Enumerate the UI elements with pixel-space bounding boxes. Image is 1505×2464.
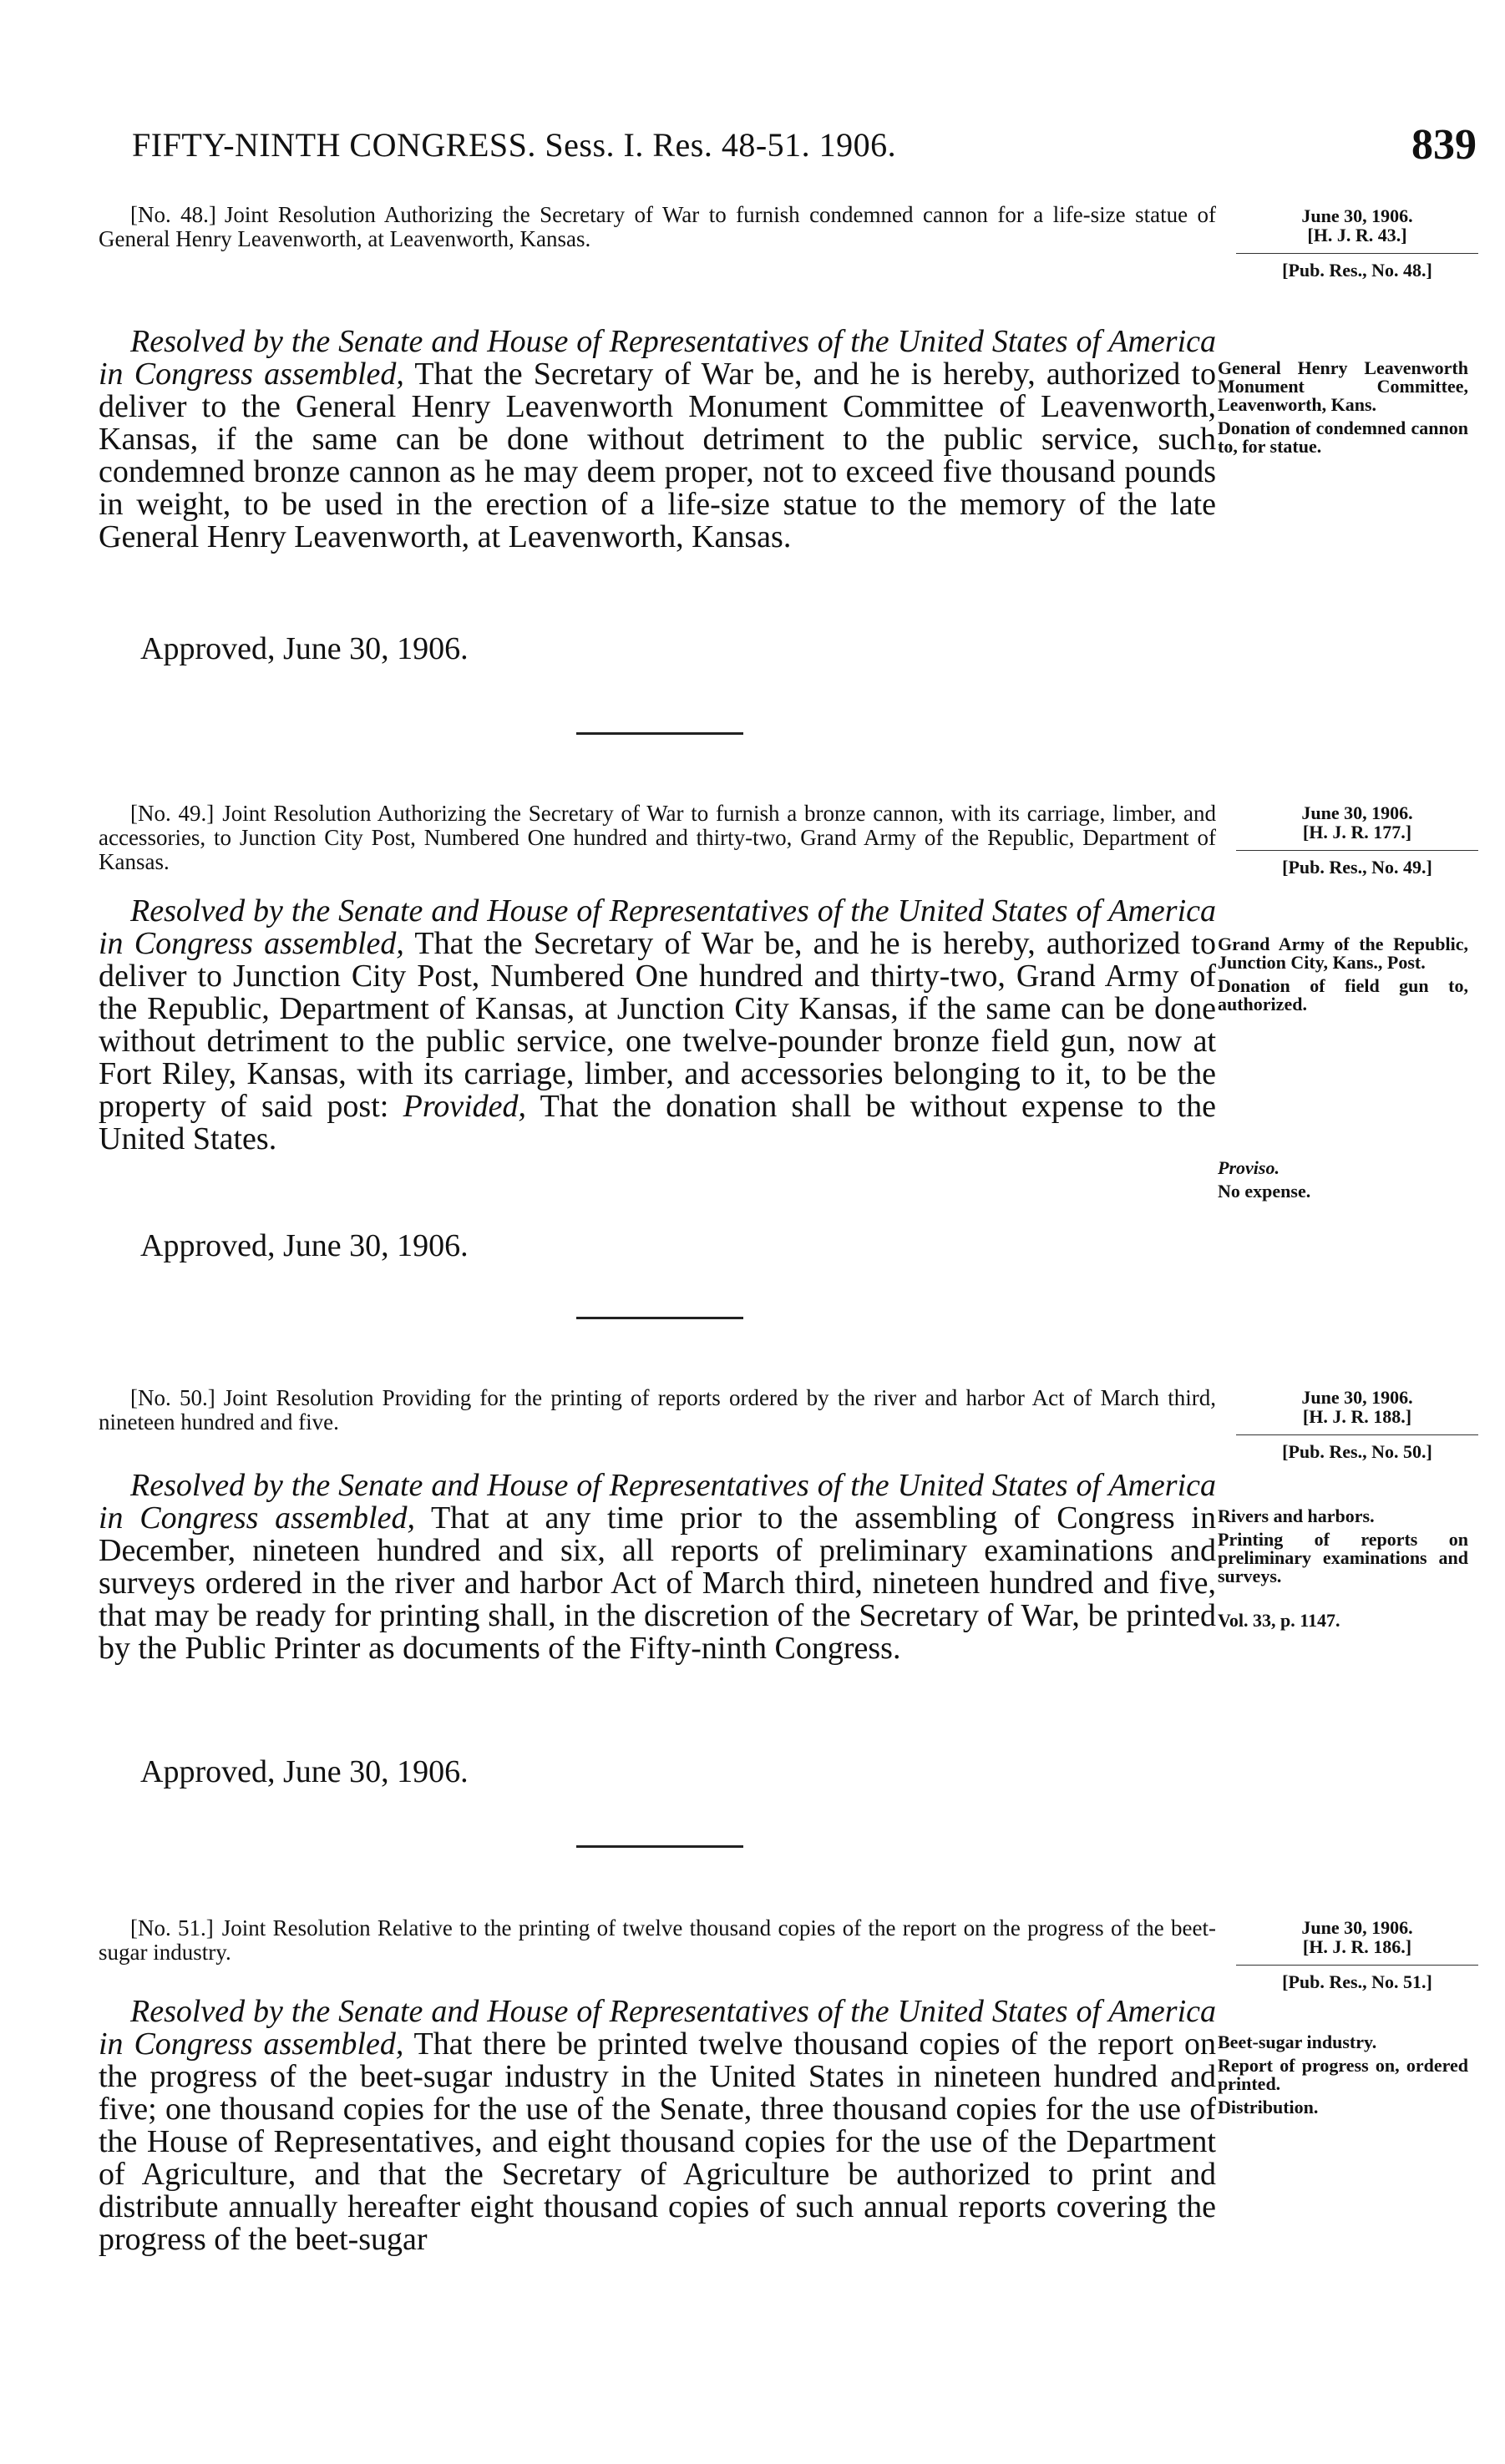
approval-date: June 30, 1906. bbox=[1301, 1917, 1413, 1938]
public-resolution-number: [Pub. Res., No. 49.] bbox=[1236, 850, 1478, 877]
public-resolution-number: [Pub. Res., No. 50.] bbox=[1236, 1434, 1478, 1461]
house-joint-resolution: [H. J. R. 186.] bbox=[1302, 1936, 1412, 1957]
resolution-body bbox=[99, 1996, 1216, 2256]
side-note: Vol. 33, p. 1147. bbox=[1218, 1610, 1340, 1631]
public-resolution-number: [Pub. Res., No. 51.] bbox=[1236, 1965, 1478, 1991]
resolution-text: That the Secretary of War be, and he is hereby, authorized to deliver to the General Henry Leavenworth Monument Committee of Leavenworth, Kansas, if the same can be done without detriment to the public service, such condemned bronze cannon as he may deem proper, not to exceed five thousand pounds in weight, to be used in the erection of a life-size statue to the memory of the late General Henry Leavenworth, at Leavenworth, Kansas. bbox=[99, 357, 1216, 554]
approval-date: June 30, 1906. bbox=[1301, 802, 1413, 823]
resolution-text: That the Secretary of War be, and he is hereby, authorized to deliver to Junction City Post, Numbered One hundred and thirty-two, Grand Army of the Republic, Department of Kansas, at Junction City Kansas, if the same can be done without detriment to the public service, one twelve-pounder bronze field gun, now at Fort Riley, Kansas, with its carriage, limber, and accessories belonging to it, to be the property of said post: bbox=[99, 926, 1216, 1124]
house-joint-resolution: [H. J. R. 177.] bbox=[1302, 822, 1412, 842]
section-divider bbox=[576, 732, 743, 735]
side-note: Donation of condemned cannon to, for statue. bbox=[1218, 417, 1468, 457]
side-note: Rivers and harbors. bbox=[1218, 1505, 1375, 1526]
resolution-number: [No. 50.] bbox=[130, 1385, 215, 1410]
section-divider bbox=[576, 1317, 743, 1319]
running-head: FIFTY-NINTH CONGRESS. Sess. I. Res. 48-51. 1906. bbox=[132, 126, 897, 164]
page-header bbox=[132, 121, 1477, 175]
side-note: Report of progress on, ordered printed. bbox=[1218, 2055, 1468, 2094]
house-joint-resolution: [H. J. R. 188.] bbox=[1302, 1406, 1412, 1427]
resolution-number: [No. 51.] bbox=[130, 1915, 214, 1940]
approval-line: Approved, June 30, 1906. bbox=[140, 631, 469, 666]
proviso: Provided, bbox=[403, 1089, 527, 1124]
side-notes-lower bbox=[1218, 1159, 1468, 1206]
resolution-text: That there be printed twelve thousand copies of the report on the progress of the beet-sugar industry in the United States in nineteen hundred and five; one thousand copies for the use of the Senate, three thousand copies for the use of the House of Representatives, and eight thousand copies for the use of the Department of Agriculture, and that the Secretary of Agriculture be authorized to print and distribute annually hereafter eight thousand copies of such annual reports covering the progress of the beet-sugar bbox=[99, 2026, 1216, 2257]
resolution-caption bbox=[99, 1386, 1216, 1434]
enacting-clause: Resolved by the Senate and House of Representatives of the United States of America in Congress assembled, bbox=[99, 893, 1216, 961]
citation-block bbox=[1236, 1918, 1478, 1991]
side-note: Donation of field gun to, authorized. bbox=[1218, 975, 1468, 1014]
resolution-caption bbox=[99, 203, 1216, 251]
proviso-text: That the donation shall be without expense to the United States. bbox=[99, 1089, 1216, 1156]
citation-block bbox=[1236, 803, 1478, 877]
approval-line: Approved, June 30, 1906. bbox=[140, 1228, 469, 1263]
side-note: Grand Army of the Republic, Junction City, Kans., Post. bbox=[1218, 933, 1468, 973]
side-notes bbox=[1218, 2033, 1468, 2122]
resolution-body bbox=[99, 326, 1216, 554]
resolution-number: [No. 48.] bbox=[130, 202, 216, 227]
citation-block bbox=[1236, 206, 1478, 280]
resolution-caption bbox=[99, 1916, 1216, 1965]
caption-text: Joint Resolution Authorizing the Secretary of War to furnish condemned cannon for a life-size statue of General Henry Leavenworth, at Leavenworth, Kansas. bbox=[99, 202, 1216, 251]
caption-text: Joint Resolution Relative to the printing of twelve thousand copies of the report on the progress of the beet-sugar industry. bbox=[99, 1915, 1216, 1965]
side-note: Distribution. bbox=[1218, 2097, 1319, 2117]
resolution-body bbox=[99, 1470, 1216, 1665]
side-note: Printing of reports on preliminary examinations and surveys. bbox=[1218, 1529, 1468, 1586]
resolution-number: [No. 49.] bbox=[130, 801, 215, 826]
side-notes bbox=[1218, 1507, 1468, 1591]
page-number: 839 bbox=[1411, 121, 1477, 169]
caption-text: Joint Resolution Authorizing the Secretary of War to furnish a bronze cannon, with its carriage, limber, and accessories, to Junction City Post, Numbered One hundred and thirty-two, Grand Army of the Republic, Department of Kansas. bbox=[99, 801, 1216, 874]
resolution-body bbox=[99, 895, 1216, 1156]
side-note: Proviso. bbox=[1218, 1157, 1280, 1178]
side-note: General Henry Leavenworth Monument Committee, Leavenworth, Kans. bbox=[1218, 357, 1468, 415]
resolution-caption bbox=[99, 802, 1216, 874]
caption-text: Joint Resolution Providing for the printing of reports ordered by the river and harbor Act of March third, nineteen hundred and five. bbox=[99, 1385, 1217, 1434]
resolution-text: That at any time prior to the assembling of Congress in December, nineteen hundred and six, all reports of preliminary examinations and surveys ordered in the river and harbor Act of March third, nineteen hundred and five, that may be ready for printing shall, in the discretion of the Secretary of War, be printed by the Public Printer as documents of the Fifty-ninth Congress. bbox=[99, 1500, 1216, 1666]
house-joint-resolution: [H. J. R. 43.] bbox=[1307, 225, 1407, 245]
enacting-clause: Resolved by the Senate and House of Representatives of the United States of America in Congress assembled, bbox=[99, 1468, 1216, 1536]
approval-date: June 30, 1906. bbox=[1301, 1387, 1413, 1408]
side-notes-lower bbox=[1218, 1611, 1468, 1635]
approval-date: June 30, 1906. bbox=[1301, 205, 1413, 226]
side-notes bbox=[1218, 359, 1468, 461]
side-note: No expense. bbox=[1218, 1181, 1311, 1202]
public-resolution-number: [Pub. Res., No. 48.] bbox=[1236, 253, 1478, 280]
enacting-clause: Resolved by the Senate and House of Representatives of the United States of America in Congress assembled, bbox=[99, 324, 1216, 392]
side-notes bbox=[1218, 935, 1468, 1019]
section-divider bbox=[576, 1845, 743, 1848]
approval-line: Approved, June 30, 1906. bbox=[140, 1754, 469, 1789]
citation-block bbox=[1236, 1388, 1478, 1461]
enacting-clause: Resolved by the Senate and House of Representatives of the United States of America in Congress assembled, bbox=[99, 1994, 1216, 2062]
side-note: Beet-sugar industry. bbox=[1218, 2031, 1377, 2052]
